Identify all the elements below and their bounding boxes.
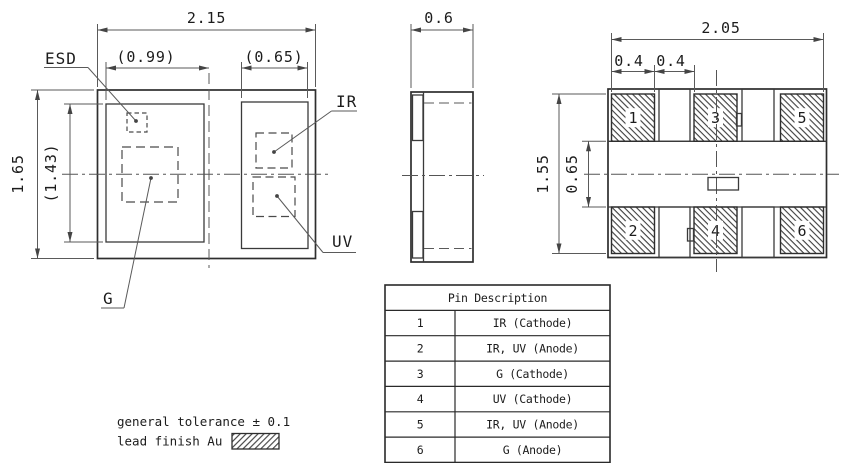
- side-pad-bottom: [413, 212, 424, 259]
- dim-text-2-15: 2.15: [186, 9, 227, 27]
- pad-5-number: 5: [797, 109, 807, 127]
- top-view: [9, 9, 357, 308]
- pad-3-number: 3: [710, 109, 721, 127]
- dimension-0-4-pad: [612, 52, 655, 92]
- package-outline-side: [411, 92, 473, 262]
- body-notch-top-left: [659, 89, 690, 141]
- pin-cell: 6: [416, 442, 424, 457]
- table-row: [417, 392, 573, 406]
- right-cavity-outline: [242, 102, 309, 249]
- lead-finish-note: lead finish Au: [117, 433, 223, 449]
- ir-leader-dot: [272, 150, 276, 154]
- au-finish-hatch-swatch: [232, 434, 279, 450]
- pin-cell: 4: [416, 392, 424, 407]
- pin-cell: 1: [416, 316, 424, 331]
- pad-6-number: 6: [797, 221, 807, 240]
- pin-cell: 2: [416, 341, 424, 356]
- pin-cell: 3: [416, 366, 424, 381]
- svg-text:G: G: [103, 289, 114, 308]
- uv-leader-dot: [275, 194, 279, 198]
- table-row: [417, 316, 573, 330]
- dimension-0-99: [106, 48, 209, 100]
- body-notch-top-right: [742, 89, 774, 141]
- dimension-0-6: [411, 9, 473, 88]
- desc-cell: IR, UV (Anode): [486, 417, 579, 432]
- desc-cell: IR (Cathode): [492, 316, 573, 331]
- desc-cell: G (Cathode): [496, 366, 569, 381]
- desc-cell: IR, UV (Anode): [486, 341, 579, 356]
- body-notch-bottom-left: [659, 207, 690, 258]
- tolerance-note: general tolerance ± 0.1: [117, 414, 291, 429]
- dim-text-0-6: 0.6: [424, 9, 454, 27]
- pad-4-number: 4: [710, 221, 721, 240]
- dim-text-0-65-gap: 0.65: [563, 154, 581, 194]
- desc-cell: UV (Cathode): [492, 392, 573, 407]
- dimension-0-4-gap: [655, 52, 695, 92]
- svg-text:IR: IR: [336, 92, 358, 111]
- esd-leader-dot: [134, 119, 138, 123]
- table-row: [417, 367, 569, 381]
- dim-text-1-65: 1.65: [9, 154, 27, 194]
- notes: [117, 414, 290, 449]
- body-notch-bottom-right: [742, 207, 774, 258]
- dim-text-2-05: 2.05: [701, 19, 741, 37]
- table-row: [417, 418, 579, 432]
- svg-text:UV: UV: [332, 232, 354, 251]
- left-cavity-outline: [106, 104, 204, 242]
- dim-text-1-43: (1.43): [42, 143, 60, 203]
- svg-text:ESD: ESD: [45, 49, 77, 68]
- desc-cell: G (Anode): [502, 442, 563, 457]
- table-row: [417, 342, 579, 356]
- side-pad-top: [413, 95, 424, 141]
- dim-text-0-4-pad: 0.4: [614, 52, 644, 70]
- dim-text-1-55: 1.55: [534, 154, 552, 194]
- dim-text-0-65: (0.65): [244, 48, 304, 66]
- pin-cell: 5: [416, 417, 424, 432]
- orientation-mark: [708, 178, 739, 191]
- dimension-1-43: [42, 104, 103, 242]
- dim-text-0-99: (0.99): [116, 48, 176, 66]
- pin-table-title: Pin Description: [447, 291, 548, 305]
- pad-1-number: 1: [628, 109, 638, 127]
- table-row: [417, 443, 563, 457]
- side-view: [402, 9, 484, 262]
- bottom-view: [534, 19, 839, 272]
- dim-text-0-4-gap: 0.4: [656, 52, 686, 70]
- g-leader-dot: [149, 176, 153, 180]
- pad-2-number: 2: [628, 221, 638, 240]
- pin-table: [385, 285, 610, 463]
